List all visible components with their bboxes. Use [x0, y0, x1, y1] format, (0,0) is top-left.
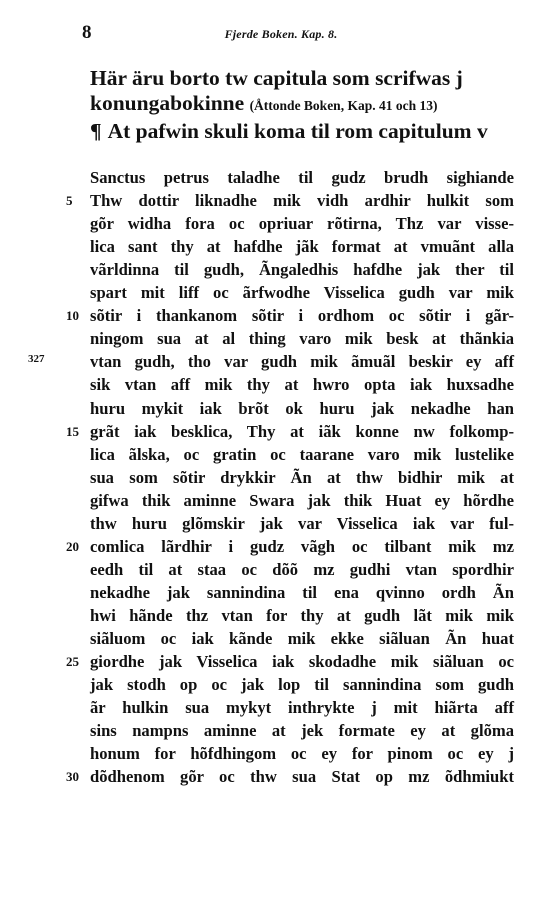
text-line: lica sant thy at hafdhe jãk format at vmuãnt alla	[90, 237, 514, 257]
margin-reference: 327	[28, 353, 45, 365]
text-line: sua som sõtir drykkir Ãn at thw bidhir mik at	[90, 467, 514, 487]
text-line: gifwa thik aminne Swara jak thik Huat ey hõrdhe	[90, 490, 514, 510]
line-number: 20	[66, 538, 79, 554]
text-line: lica ãlska, oc gratin oc taarane varo mik lustelike	[90, 444, 514, 464]
heading-title: At pafwin skuli koma til rom capitulum v	[107, 119, 488, 143]
pilcrow-icon: ¶	[90, 119, 102, 143]
line-number: 15	[66, 423, 79, 439]
text-line: spart mit liff oc ãrfwodhe Visselica gudh var mik	[90, 283, 514, 303]
text-line: sõtir i thankanom sõtir i ordhom oc sõtir i gãr-	[90, 306, 514, 326]
text-line: Sanctus petrus taladhe til gudz brudh sighiande	[90, 168, 514, 187]
running-head: Fjerde Boken. Kap. 8.	[224, 27, 338, 41]
chapter-heading-line-1: Här äru borto tw capitula som scrifwas j	[90, 66, 463, 90]
text-line: vãrldinna til gudh, Ãngaledhis hafdhe jak ther til	[90, 260, 514, 280]
text-line: jak stodh op oc jak lop til sannindina som gudh	[90, 675, 514, 695]
text-line: nekadhe jak sannindina til ena qvinno ordh Ãn	[90, 582, 514, 602]
text-line: comlica lãrdhir i gudz vãgh oc tilbant mik mz	[90, 536, 514, 556]
text-line: giordhe jak Visselica iak skodadhe mik siãluan oc	[90, 652, 514, 672]
text-line: hwi hãnde thz vtan for thy at gudh lãt mik mik	[90, 605, 514, 625]
page-number: 8	[82, 22, 92, 43]
heading-reference: (Åttonde Boken, Kap. 41 och 13)	[249, 98, 438, 113]
line-number: 10	[66, 308, 79, 324]
line-number: 5	[66, 193, 73, 209]
text-line: grãt iak besklica, Thy at iãk konne nw folkomp-	[90, 421, 514, 441]
text-line: gõr widha fora oc opriuar rõtirna, Thz var visse-	[90, 214, 514, 234]
text-line: vtan gudh, tho var gudh mik ãmuãl beskir ey aff	[90, 352, 514, 372]
text-line: sik vtan aff mik thy at hwro opta iak huxsadhe	[90, 375, 514, 395]
chapter-heading-line-2	[90, 91, 514, 118]
text-line: honum for hõfdhingom oc ey for pinom oc ey j	[90, 744, 514, 764]
text-line: dõdhenom gõr oc thw sua Stat op mz õdhmiukt	[90, 767, 514, 787]
line-number: 25	[66, 654, 79, 670]
text-line: Thw dottir liknadhe mik vidh ardhir hulkit som	[90, 191, 514, 211]
text-line: ningom sua at al thing varo mik besk at thãnkia	[90, 329, 514, 349]
text-line: siãluom oc iak kãnde mik ekke siãluan Ãn huat	[90, 629, 514, 648]
text-line: sins nampns aminne at jek formate ey at glõma	[90, 721, 514, 741]
text-line: ãr hulkin sua mykyt inthrykte j mit hiãrta aff	[90, 698, 514, 718]
text-line: huru mykit iak brõt ok huru jak nekadhe han	[90, 398, 514, 418]
chapter-heading-line-3	[90, 119, 514, 144]
text-line: eedh til at staa oc dõõ mz gudhi vtan spordhir	[90, 559, 514, 579]
line-number: 30	[66, 769, 79, 785]
heading-main-text: konungabokinne	[90, 91, 245, 115]
text-line: thw huru glõmskir jak var Visselica iak var ful-	[90, 513, 514, 533]
